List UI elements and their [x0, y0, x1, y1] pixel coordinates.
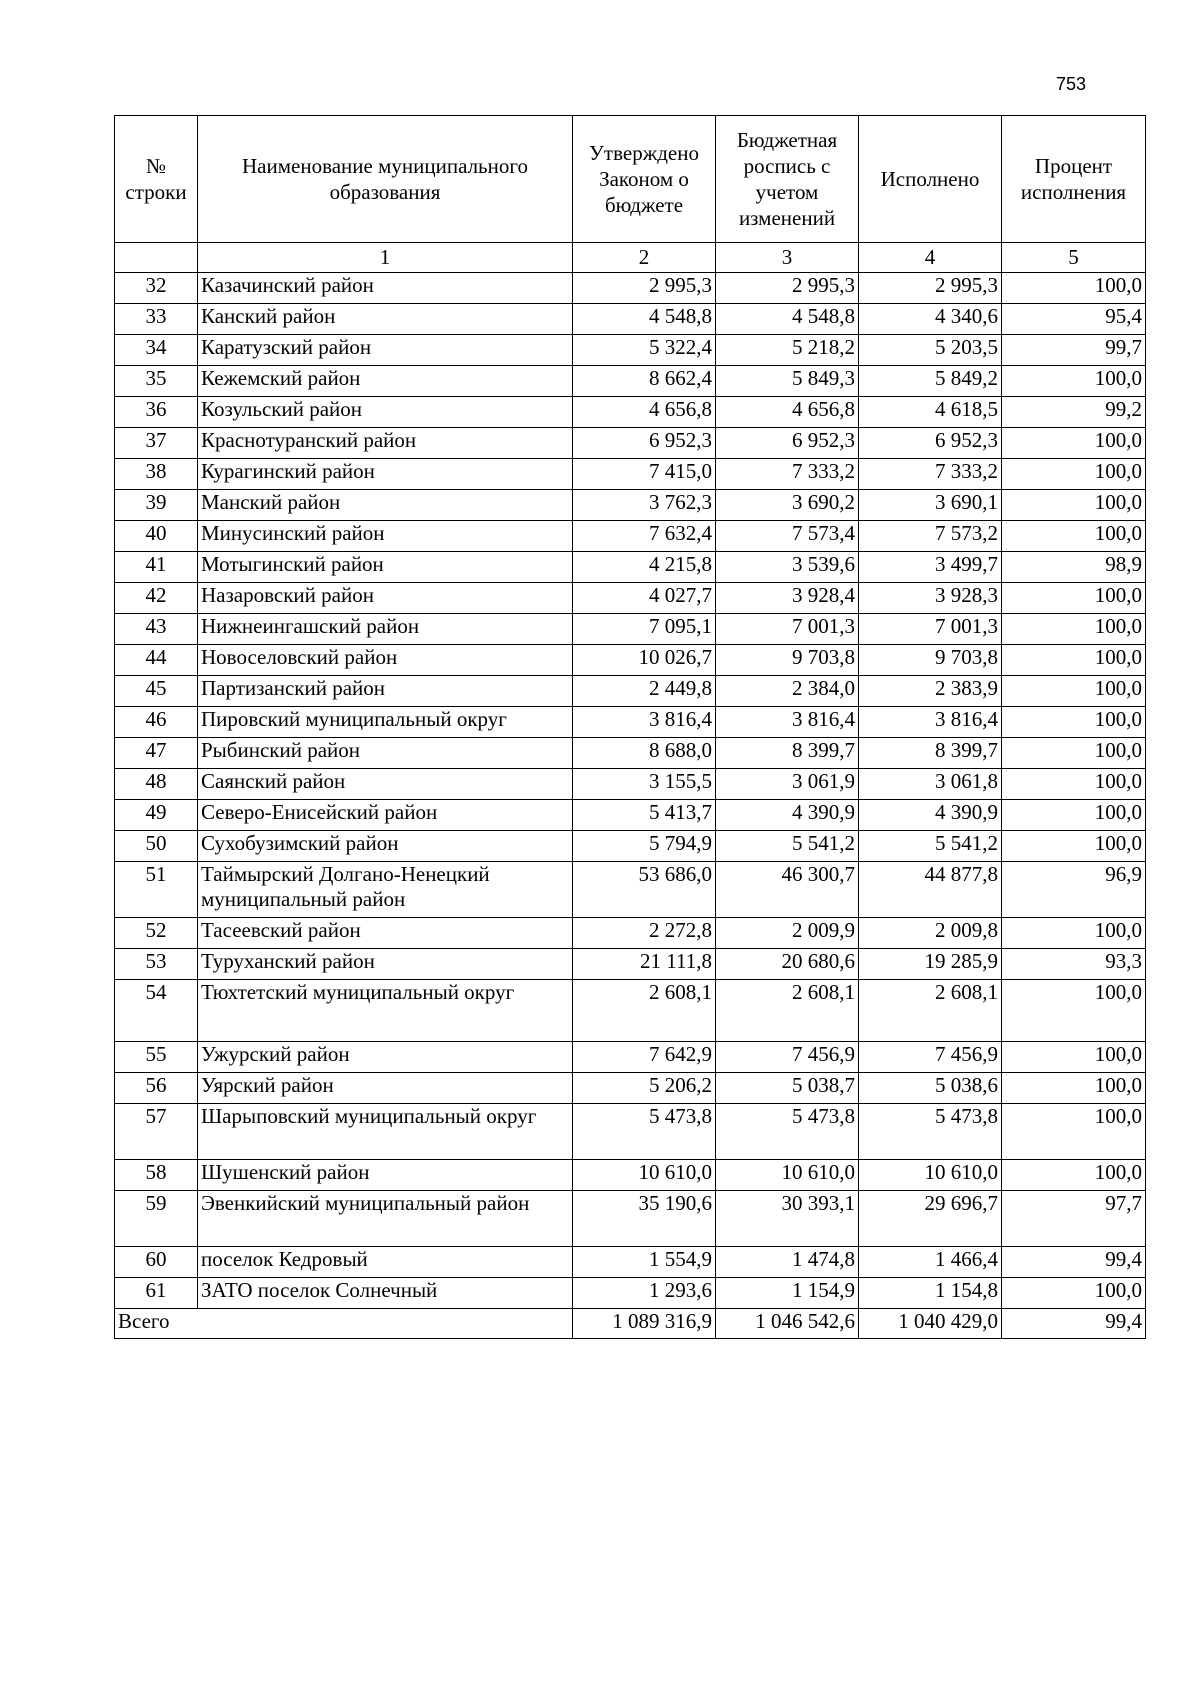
table-row	[115, 614, 1146, 645]
cell-percent: 96,9	[1002, 862, 1146, 918]
cell-percent: 100,0	[1002, 831, 1146, 862]
cell-approved: 8 688,0	[573, 738, 716, 769]
cell-percent: 99,7	[1002, 335, 1146, 366]
header-executed: Исполнено	[859, 116, 1002, 243]
cell-approved: 21 111,8	[573, 949, 716, 980]
cell-budget-schedule: 9 703,8	[716, 645, 859, 676]
table-row	[115, 980, 1146, 1042]
header-row	[115, 116, 1146, 243]
cell-row-number: 41	[115, 552, 198, 583]
cell-executed: 9 703,8	[859, 645, 1002, 676]
cell-budget-schedule: 2 608,1	[716, 980, 859, 1042]
cell-budget-schedule: 5 218,2	[716, 335, 859, 366]
table-row	[115, 304, 1146, 335]
table-row	[115, 1191, 1146, 1247]
cell-row-number: 57	[115, 1104, 198, 1160]
table-row	[115, 397, 1146, 428]
cell-executed: 2 383,9	[859, 676, 1002, 707]
cell-executed: 5 541,2	[859, 831, 1002, 862]
table-row	[115, 769, 1146, 800]
table-row	[115, 707, 1146, 738]
cell-budget-schedule: 7 333,2	[716, 459, 859, 490]
cell-percent: 97,7	[1002, 1191, 1146, 1247]
cell-percent: 100,0	[1002, 273, 1146, 304]
cell-percent: 100,0	[1002, 707, 1146, 738]
column-number: 3	[716, 243, 859, 273]
cell-budget-schedule: 3 061,9	[716, 769, 859, 800]
cell-row-number: 49	[115, 800, 198, 831]
table-row	[115, 273, 1146, 304]
total-percent: 99,4	[1002, 1309, 1146, 1339]
cell-budget-schedule: 3 816,4	[716, 707, 859, 738]
total-approved: 1 089 316,9	[573, 1309, 716, 1339]
column-number: 4	[859, 243, 1002, 273]
cell-municipality-name: Новоселовский район	[198, 645, 573, 676]
cell-percent: 100,0	[1002, 676, 1146, 707]
cell-budget-schedule: 5 038,7	[716, 1073, 859, 1104]
cell-percent: 100,0	[1002, 583, 1146, 614]
cell-budget-schedule: 46 300,7	[716, 862, 859, 918]
cell-percent: 93,3	[1002, 949, 1146, 980]
cell-approved: 4 656,8	[573, 397, 716, 428]
page-number: 753	[1056, 74, 1087, 94]
cell-percent: 100,0	[1002, 1104, 1146, 1160]
cell-approved: 4 548,8	[573, 304, 716, 335]
header-budget-schedule: Бюджетная роспись с учетом изменений	[716, 116, 859, 243]
cell-executed: 2 995,3	[859, 273, 1002, 304]
cell-executed: 8 399,7	[859, 738, 1002, 769]
cell-approved: 7 415,0	[573, 459, 716, 490]
cell-row-number: 34	[115, 335, 198, 366]
cell-executed: 5 203,5	[859, 335, 1002, 366]
cell-approved: 2 449,8	[573, 676, 716, 707]
header-approved: Утверждено Законом о бюджете	[573, 116, 716, 243]
cell-executed: 2 009,8	[859, 918, 1002, 949]
cell-municipality-name: Каратузский район	[198, 335, 573, 366]
table-row	[115, 676, 1146, 707]
cell-row-number: 35	[115, 366, 198, 397]
cell-municipality-name: Уярский район	[198, 1073, 573, 1104]
cell-percent: 100,0	[1002, 800, 1146, 831]
table-row	[115, 1073, 1146, 1104]
table-row	[115, 645, 1146, 676]
cell-approved: 1 554,9	[573, 1247, 716, 1278]
cell-municipality-name: Сухобузимский район	[198, 831, 573, 862]
cell-municipality-name: Козульский район	[198, 397, 573, 428]
cell-approved: 7 632,4	[573, 521, 716, 552]
cell-municipality-name: Тасеевский район	[198, 918, 573, 949]
cell-percent: 100,0	[1002, 1278, 1146, 1309]
cell-budget-schedule: 7 573,4	[716, 521, 859, 552]
cell-row-number: 36	[115, 397, 198, 428]
cell-approved: 53 686,0	[573, 862, 716, 918]
cell-row-number: 33	[115, 304, 198, 335]
cell-executed: 7 573,2	[859, 521, 1002, 552]
cell-municipality-name: Канский район	[198, 304, 573, 335]
cell-executed: 7 001,3	[859, 614, 1002, 645]
cell-municipality-name: Саянский район	[198, 769, 573, 800]
cell-budget-schedule: 10 610,0	[716, 1160, 859, 1191]
cell-executed: 7 333,2	[859, 459, 1002, 490]
cell-percent: 100,0	[1002, 459, 1146, 490]
table-row	[115, 521, 1146, 552]
column-number: 1	[198, 243, 573, 273]
budget-execution-table	[114, 115, 1146, 1339]
cell-municipality-name: Манский район	[198, 490, 573, 521]
table-row	[115, 1247, 1146, 1278]
table-row	[115, 862, 1146, 918]
cell-budget-schedule: 5 473,8	[716, 1104, 859, 1160]
cell-row-number: 40	[115, 521, 198, 552]
column-numbers-row	[115, 243, 1146, 273]
cell-municipality-name: Ужурский район	[198, 1042, 573, 1073]
header-municipality-name: Наименование муниципального образования	[198, 116, 573, 243]
cell-row-number: 53	[115, 949, 198, 980]
cell-budget-schedule: 5 849,3	[716, 366, 859, 397]
cell-row-number: 60	[115, 1247, 198, 1278]
cell-row-number: 51	[115, 862, 198, 918]
cell-budget-schedule: 2 384,0	[716, 676, 859, 707]
cell-budget-schedule: 1 154,9	[716, 1278, 859, 1309]
cell-approved: 7 095,1	[573, 614, 716, 645]
cell-municipality-name: Краснотуранский район	[198, 428, 573, 459]
cell-approved: 5 473,8	[573, 1104, 716, 1160]
cell-percent: 100,0	[1002, 490, 1146, 521]
cell-row-number: 45	[115, 676, 198, 707]
cell-row-number: 56	[115, 1073, 198, 1104]
total-label: Всего	[115, 1309, 573, 1339]
table-row	[115, 459, 1146, 490]
table-row	[115, 918, 1146, 949]
cell-row-number: 48	[115, 769, 198, 800]
cell-municipality-name: Казачинский район	[198, 273, 573, 304]
cell-executed: 19 285,9	[859, 949, 1002, 980]
cell-executed: 4 618,5	[859, 397, 1002, 428]
cell-row-number: 52	[115, 918, 198, 949]
cell-executed: 3 690,1	[859, 490, 1002, 521]
cell-row-number: 38	[115, 459, 198, 490]
cell-executed: 1 154,8	[859, 1278, 1002, 1309]
cell-executed: 44 877,8	[859, 862, 1002, 918]
cell-municipality-name: Пировский муниципальный округ	[198, 707, 573, 738]
cell-executed: 5 038,6	[859, 1073, 1002, 1104]
cell-percent: 99,4	[1002, 1247, 1146, 1278]
cell-municipality-name: Шушенский район	[198, 1160, 573, 1191]
cell-budget-schedule: 4 548,8	[716, 304, 859, 335]
cell-approved: 2 995,3	[573, 273, 716, 304]
cell-percent: 99,2	[1002, 397, 1146, 428]
header-percent: Процент исполнения	[1002, 116, 1146, 243]
cell-municipality-name: Мотыгинский район	[198, 552, 573, 583]
cell-municipality-name: Шарыповский муниципальный округ	[198, 1104, 573, 1160]
cell-approved: 35 190,6	[573, 1191, 716, 1247]
cell-municipality-name: Туруханский район	[198, 949, 573, 980]
cell-approved: 10 026,7	[573, 645, 716, 676]
cell-approved: 2 608,1	[573, 980, 716, 1042]
cell-approved: 5 794,9	[573, 831, 716, 862]
cell-percent: 100,0	[1002, 769, 1146, 800]
total-row	[115, 1309, 1146, 1339]
table-row	[115, 800, 1146, 831]
cell-row-number: 43	[115, 614, 198, 645]
cell-executed: 3 928,3	[859, 583, 1002, 614]
cell-executed: 10 610,0	[859, 1160, 1002, 1191]
cell-approved: 3 762,3	[573, 490, 716, 521]
cell-budget-schedule: 3 928,4	[716, 583, 859, 614]
cell-municipality-name: Таймырский Долгано-Ненецкий муниципальный район	[198, 862, 573, 918]
cell-budget-schedule: 3 690,2	[716, 490, 859, 521]
cell-executed: 29 696,7	[859, 1191, 1002, 1247]
cell-executed: 5 849,2	[859, 366, 1002, 397]
cell-approved: 7 642,9	[573, 1042, 716, 1073]
cell-executed: 3 499,7	[859, 552, 1002, 583]
cell-municipality-name: ЗАТО поселок Солнечный	[198, 1278, 573, 1309]
cell-municipality-name: Назаровский район	[198, 583, 573, 614]
cell-budget-schedule: 1 474,8	[716, 1247, 859, 1278]
cell-percent: 100,0	[1002, 366, 1146, 397]
cell-approved: 6 952,3	[573, 428, 716, 459]
cell-municipality-name: Нижнеингашский район	[198, 614, 573, 645]
cell-municipality-name: Тюхтетский муниципальный округ	[198, 980, 573, 1042]
cell-row-number: 47	[115, 738, 198, 769]
cell-percent: 100,0	[1002, 738, 1146, 769]
cell-percent: 100,0	[1002, 1160, 1146, 1191]
cell-row-number: 32	[115, 273, 198, 304]
cell-budget-schedule: 3 539,6	[716, 552, 859, 583]
table-row	[115, 428, 1146, 459]
total-schedule: 1 046 542,6	[716, 1309, 859, 1339]
cell-budget-schedule: 30 393,1	[716, 1191, 859, 1247]
cell-budget-schedule: 5 541,2	[716, 831, 859, 862]
cell-percent: 100,0	[1002, 1042, 1146, 1073]
cell-municipality-name: Курагинский район	[198, 459, 573, 490]
cell-row-number: 59	[115, 1191, 198, 1247]
cell-row-number: 55	[115, 1042, 198, 1073]
cell-approved: 4 215,8	[573, 552, 716, 583]
cell-percent: 100,0	[1002, 428, 1146, 459]
table-row	[115, 1278, 1146, 1309]
cell-budget-schedule: 8 399,7	[716, 738, 859, 769]
cell-percent: 100,0	[1002, 521, 1146, 552]
table-row	[115, 738, 1146, 769]
cell-approved: 5 413,7	[573, 800, 716, 831]
cell-municipality-name: Северо-Енисейский район	[198, 800, 573, 831]
cell-municipality-name: Эвенкийский муниципальный район	[198, 1191, 573, 1247]
table-row	[115, 1042, 1146, 1073]
table-body	[115, 273, 1146, 1309]
cell-executed: 2 608,1	[859, 980, 1002, 1042]
table-row	[115, 831, 1146, 862]
cell-row-number: 58	[115, 1160, 198, 1191]
cell-executed: 3 061,8	[859, 769, 1002, 800]
cell-budget-schedule: 2 995,3	[716, 273, 859, 304]
cell-executed: 3 816,4	[859, 707, 1002, 738]
cell-approved: 2 272,8	[573, 918, 716, 949]
table-row	[115, 552, 1146, 583]
table-row	[115, 1160, 1146, 1191]
cell-row-number: 39	[115, 490, 198, 521]
cell-approved: 5 322,4	[573, 335, 716, 366]
column-number: 5	[1002, 243, 1146, 273]
cell-budget-schedule: 7 001,3	[716, 614, 859, 645]
cell-percent: 95,4	[1002, 304, 1146, 335]
cell-approved: 3 155,5	[573, 769, 716, 800]
cell-budget-schedule: 7 456,9	[716, 1042, 859, 1073]
cell-municipality-name: Кежемский район	[198, 366, 573, 397]
table-row	[115, 583, 1146, 614]
cell-approved: 1 293,6	[573, 1278, 716, 1309]
cell-row-number: 54	[115, 980, 198, 1042]
table-row	[115, 490, 1146, 521]
cell-municipality-name: Рыбинский район	[198, 738, 573, 769]
cell-municipality-name: Минусинский район	[198, 521, 573, 552]
cell-approved: 4 027,7	[573, 583, 716, 614]
cell-row-number: 37	[115, 428, 198, 459]
cell-percent: 100,0	[1002, 1073, 1146, 1104]
cell-executed: 5 473,8	[859, 1104, 1002, 1160]
total-executed: 1 040 429,0	[859, 1309, 1002, 1339]
cell-approved: 5 206,2	[573, 1073, 716, 1104]
cell-executed: 7 456,9	[859, 1042, 1002, 1073]
column-number: 2	[573, 243, 716, 273]
cell-row-number: 42	[115, 583, 198, 614]
cell-budget-schedule: 4 390,9	[716, 800, 859, 831]
cell-percent: 100,0	[1002, 980, 1146, 1042]
column-number	[115, 243, 198, 273]
cell-row-number: 50	[115, 831, 198, 862]
cell-budget-schedule: 2 009,9	[716, 918, 859, 949]
cell-percent: 100,0	[1002, 614, 1146, 645]
cell-row-number: 46	[115, 707, 198, 738]
table-row	[115, 335, 1146, 366]
cell-budget-schedule: 6 952,3	[716, 428, 859, 459]
cell-executed: 4 340,6	[859, 304, 1002, 335]
cell-approved: 10 610,0	[573, 1160, 716, 1191]
cell-approved: 3 816,4	[573, 707, 716, 738]
cell-percent: 98,9	[1002, 552, 1146, 583]
table-row	[115, 949, 1146, 980]
cell-municipality-name: Партизанский район	[198, 676, 573, 707]
cell-budget-schedule: 20 680,6	[716, 949, 859, 980]
cell-executed: 1 466,4	[859, 1247, 1002, 1278]
cell-budget-schedule: 4 656,8	[716, 397, 859, 428]
cell-row-number: 44	[115, 645, 198, 676]
cell-row-number: 61	[115, 1278, 198, 1309]
header-row-number: № строки	[115, 116, 198, 243]
table-row	[115, 366, 1146, 397]
cell-municipality-name: поселок Кедровый	[198, 1247, 573, 1278]
cell-percent: 100,0	[1002, 918, 1146, 949]
cell-executed: 6 952,3	[859, 428, 1002, 459]
table-row	[115, 1104, 1146, 1160]
cell-approved: 8 662,4	[573, 366, 716, 397]
cell-executed: 4 390,9	[859, 800, 1002, 831]
cell-percent: 100,0	[1002, 645, 1146, 676]
